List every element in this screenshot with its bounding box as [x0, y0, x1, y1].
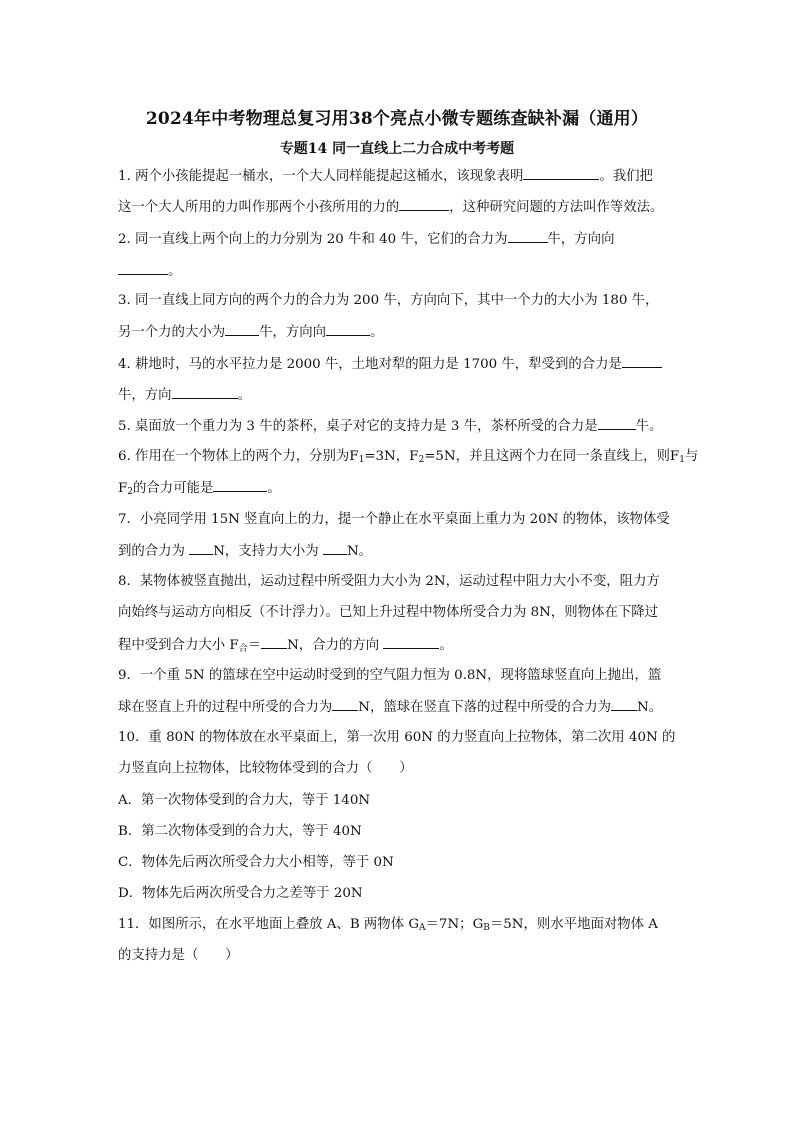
- answer-blank[interactable]: [261, 636, 287, 649]
- q1-line-1: 1. 两个小孩能提起一桶水，一个大人同样能提起这桶水，该现象表明 。我们把: [118, 169, 653, 184]
- q7-line-1: 7．小亮同学用 15N 竖直向上的力，提一个静止在水平桌面上重力为 20N 的物体，该物体受: [118, 512, 670, 527]
- answer-blank[interactable]: [225, 323, 259, 336]
- q11-line-2: 的支持力是（ ）: [118, 948, 239, 963]
- q7-line-2: 到的合力为 N，支持力大小为 N。: [118, 544, 373, 559]
- q1-line-2: 这一个大人所用的力叫作那两个小孩所用的力的 ，这种研究问题的方法叫作等效法。: [118, 200, 664, 215]
- q10-option-b[interactable]: B．第二次物体受到的合力大，等于 40N: [118, 824, 362, 839]
- answer-blank[interactable]: [622, 355, 662, 368]
- q3-line-2: 另一个力的大小为 牛，方向向 。: [118, 325, 384, 340]
- answer-blank[interactable]: [172, 386, 238, 399]
- answer-blank[interactable]: [332, 698, 358, 711]
- q11-line-1: 11．如图所示，在水平地面上叠放 A、B 两物体 $G_A=7N$；$G_B=5N$，则水平地面对物体 A: [118, 917, 658, 933]
- q10-option-d[interactable]: D．物体先后两次所受合力之差等于 20N: [118, 886, 363, 901]
- q8-line-1: 8．某物体被竖直抛出，运动过程中所受阻力大小为 2N，运动过程中阻力大小不变，阻力方: [118, 574, 660, 589]
- answer-blank[interactable]: [323, 542, 347, 555]
- q9-line-1: 9．一个重 5N 的篮球在空中运动时受到的空气阻力恒为 0.8N，现将篮球竖直向上抛出，篮: [118, 668, 662, 683]
- q10-option-a[interactable]: A．第一次物体受到的合力大，等于 140N: [118, 793, 371, 808]
- q4-line-1: 4. 耕地时，马的水平拉力是 2000 牛，土地对犁的阻力是 1700 牛，犁受到的合力是: [118, 355, 662, 374]
- q2-line-1: 2. 同一直线上两个向上的力分别为 20 牛和 40 牛，它们的合力为 牛，方向向: [118, 232, 615, 247]
- q3-line-1: 3. 同一直线上同方向的两个力的合力为 200 牛，方向向下，其中一个力的大小为 180 牛，: [118, 293, 659, 308]
- q6-line-1: 6. 作用在一个物体上的两个力，分别为$F_1=3N$，$F_2=5N$，并且这两个力在同一条直线上，则$F_1$与: [118, 449, 699, 465]
- answer-blank[interactable]: [523, 167, 599, 180]
- answer-blank[interactable]: [611, 698, 637, 711]
- q8-line-3: 程中受到合力大小 $F_合= N$，合力的方向 。: [118, 638, 453, 654]
- q2-line-2: 。: [118, 262, 181, 281]
- answer-blank[interactable]: [118, 262, 168, 275]
- q9-line-2: 球在竖直上升的过程中所受的合力为 N，篮球在竖直下落的过程中所受的合力为 N。: [118, 700, 663, 715]
- q10-line-1: 10．重 80N 的物体放在水平桌面上，第一次用 60N 的力竖直向上拉物体，第二次用 40N 的: [118, 730, 676, 745]
- q5-line-1: 5. 桌面放一个重力为 3 牛的茶杯，桌子对它的支持力是 3 牛，茶杯所受的合力是 牛。: [118, 419, 663, 434]
- answer-blank[interactable]: [399, 198, 449, 211]
- page-subtitle: 专题14 同一直线上二力合成中考考题: [279, 141, 515, 157]
- page-title: 2024年中考物理总复习用38个亮点小微专题练查缺补漏（通用）: [145, 109, 649, 129]
- answer-blank[interactable]: [326, 323, 370, 336]
- q8-line-2: 向始终与运动方向相反（不计浮力）。已知上升过程中物体所受合力为 8N，则物体在下降过: [118, 605, 659, 620]
- q10-line-2: 力竖直向上拉物体，比较物体受到的合力（ ）: [118, 761, 413, 776]
- answer-blank[interactable]: [189, 542, 213, 555]
- q6-line-2: $F_2$的合力可能是 。: [118, 481, 281, 497]
- answer-blank[interactable]: [598, 417, 636, 430]
- answer-blank[interactable]: [508, 230, 548, 243]
- answer-blank[interactable]: [383, 636, 439, 649]
- q10-option-c[interactable]: C．物体先后两次所受合力大小相等，等于 0N: [118, 855, 394, 870]
- q4-line-2: 牛，方向 。: [118, 388, 251, 403]
- answer-blank[interactable]: [213, 479, 267, 492]
